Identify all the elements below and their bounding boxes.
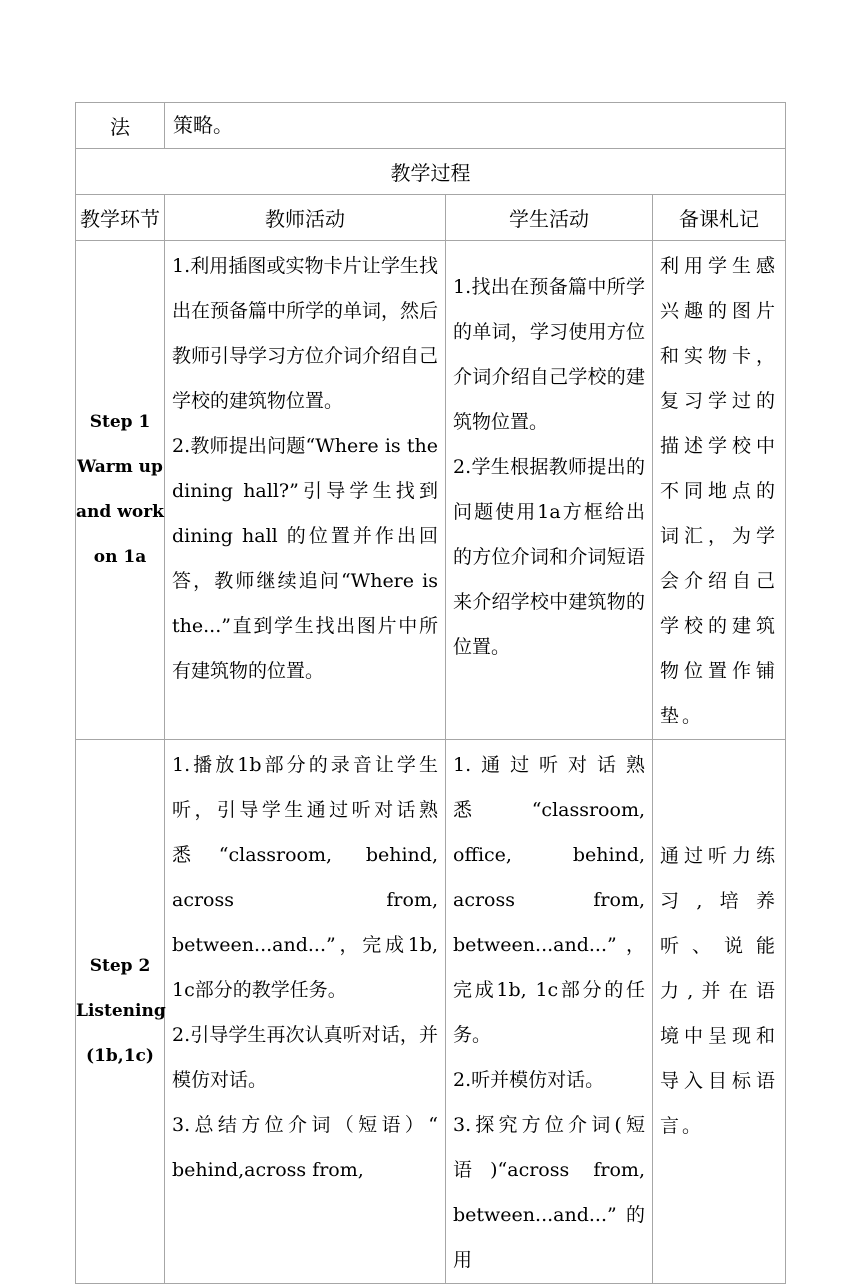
step-label-line: and work (76, 502, 164, 522)
activity-item: 1.找出在预备篇中所学的单词，学习使用方位介词介绍自己学校的建筑物位置。 (453, 276, 645, 433)
step-label (76, 241, 165, 740)
step-label-line: Step 2 (89, 956, 151, 976)
header-student-activity: 学生活动 (446, 195, 653, 241)
step-label-line: (1b,1c) (86, 1046, 154, 1066)
activity-item: 1.通过听对话熟悉“classroom, office, behind, across from, between...and...”，完成1b, 1c部分的任务。 (453, 754, 645, 1046)
method-row (76, 103, 786, 149)
step-row (76, 740, 786, 1284)
header-stage: 教学环节 (76, 195, 165, 241)
step-label-line: Warm up (77, 457, 163, 477)
header-prep-notes: 备课札记 (653, 195, 786, 241)
teacher-activity (165, 241, 446, 740)
method-label: 法 (76, 103, 165, 149)
step-label-line: Listening (76, 1001, 166, 1021)
note-text: 利用学生感兴趣的图片和实物卡，复习学过的描述学校中不同地点的词汇，为学会介绍自己学校的建筑物位置作铺垫。 (660, 255, 778, 727)
step-label-line: on 1a (93, 547, 147, 567)
section-title-row (76, 149, 786, 195)
activity-item: 1.利用插图或实物卡片让学生找出在预备篇中所学的单词，然后教师引导学习方位介词介绍自己学校的建筑物位置。 (172, 255, 439, 412)
step-row (76, 241, 786, 740)
student-activity (446, 241, 653, 740)
step-label-line: Step 1 (89, 412, 151, 432)
method-value: 策略。 (165, 103, 786, 149)
header-teacher-activity: 教师活动 (165, 195, 446, 241)
activity-item: 3.探究方位介词(短语)“across from, between...and...”的用 (453, 1114, 645, 1271)
prep-note (653, 241, 786, 740)
note-text: 通过听力练习,培养听、说能力,并在语境中呈现和导入目标语言。 (660, 845, 778, 1137)
teacher-activity (165, 740, 446, 1284)
step-label (76, 740, 165, 1284)
activity-item: 2.教师提出问题“Where is the dining hall?”引导学生找到dining hall 的位置并作出回答，教师继续追问“Where is the...”直到学生找出图片中所有建筑物的位置。 (172, 435, 438, 682)
prep-note (653, 740, 786, 1284)
activity-item: 2.引导学生再次认真听对话，并模仿对话。 (172, 1024, 438, 1091)
student-activity (446, 740, 653, 1284)
activity-item: 3.总结方位介词（短语）“ behind,across from, (172, 1114, 438, 1181)
section-title: 教学过程 (76, 149, 786, 195)
activity-item: 2.学生根据教师提出的问题使用1a方框给出的方位介词和介词短语来介绍学校中建筑物的位置。 (453, 456, 645, 658)
header-row (76, 195, 786, 241)
activity-item: 1.播放1b部分的录音让学生听，引导学生通过听对话熟悉“classroom, behind, across from, between...and...”，完成1b, 1c部分的教学任务。 (172, 754, 438, 1001)
activity-item: 2.听并模仿对话。 (453, 1069, 605, 1091)
lesson-plan-table (75, 102, 786, 1284)
